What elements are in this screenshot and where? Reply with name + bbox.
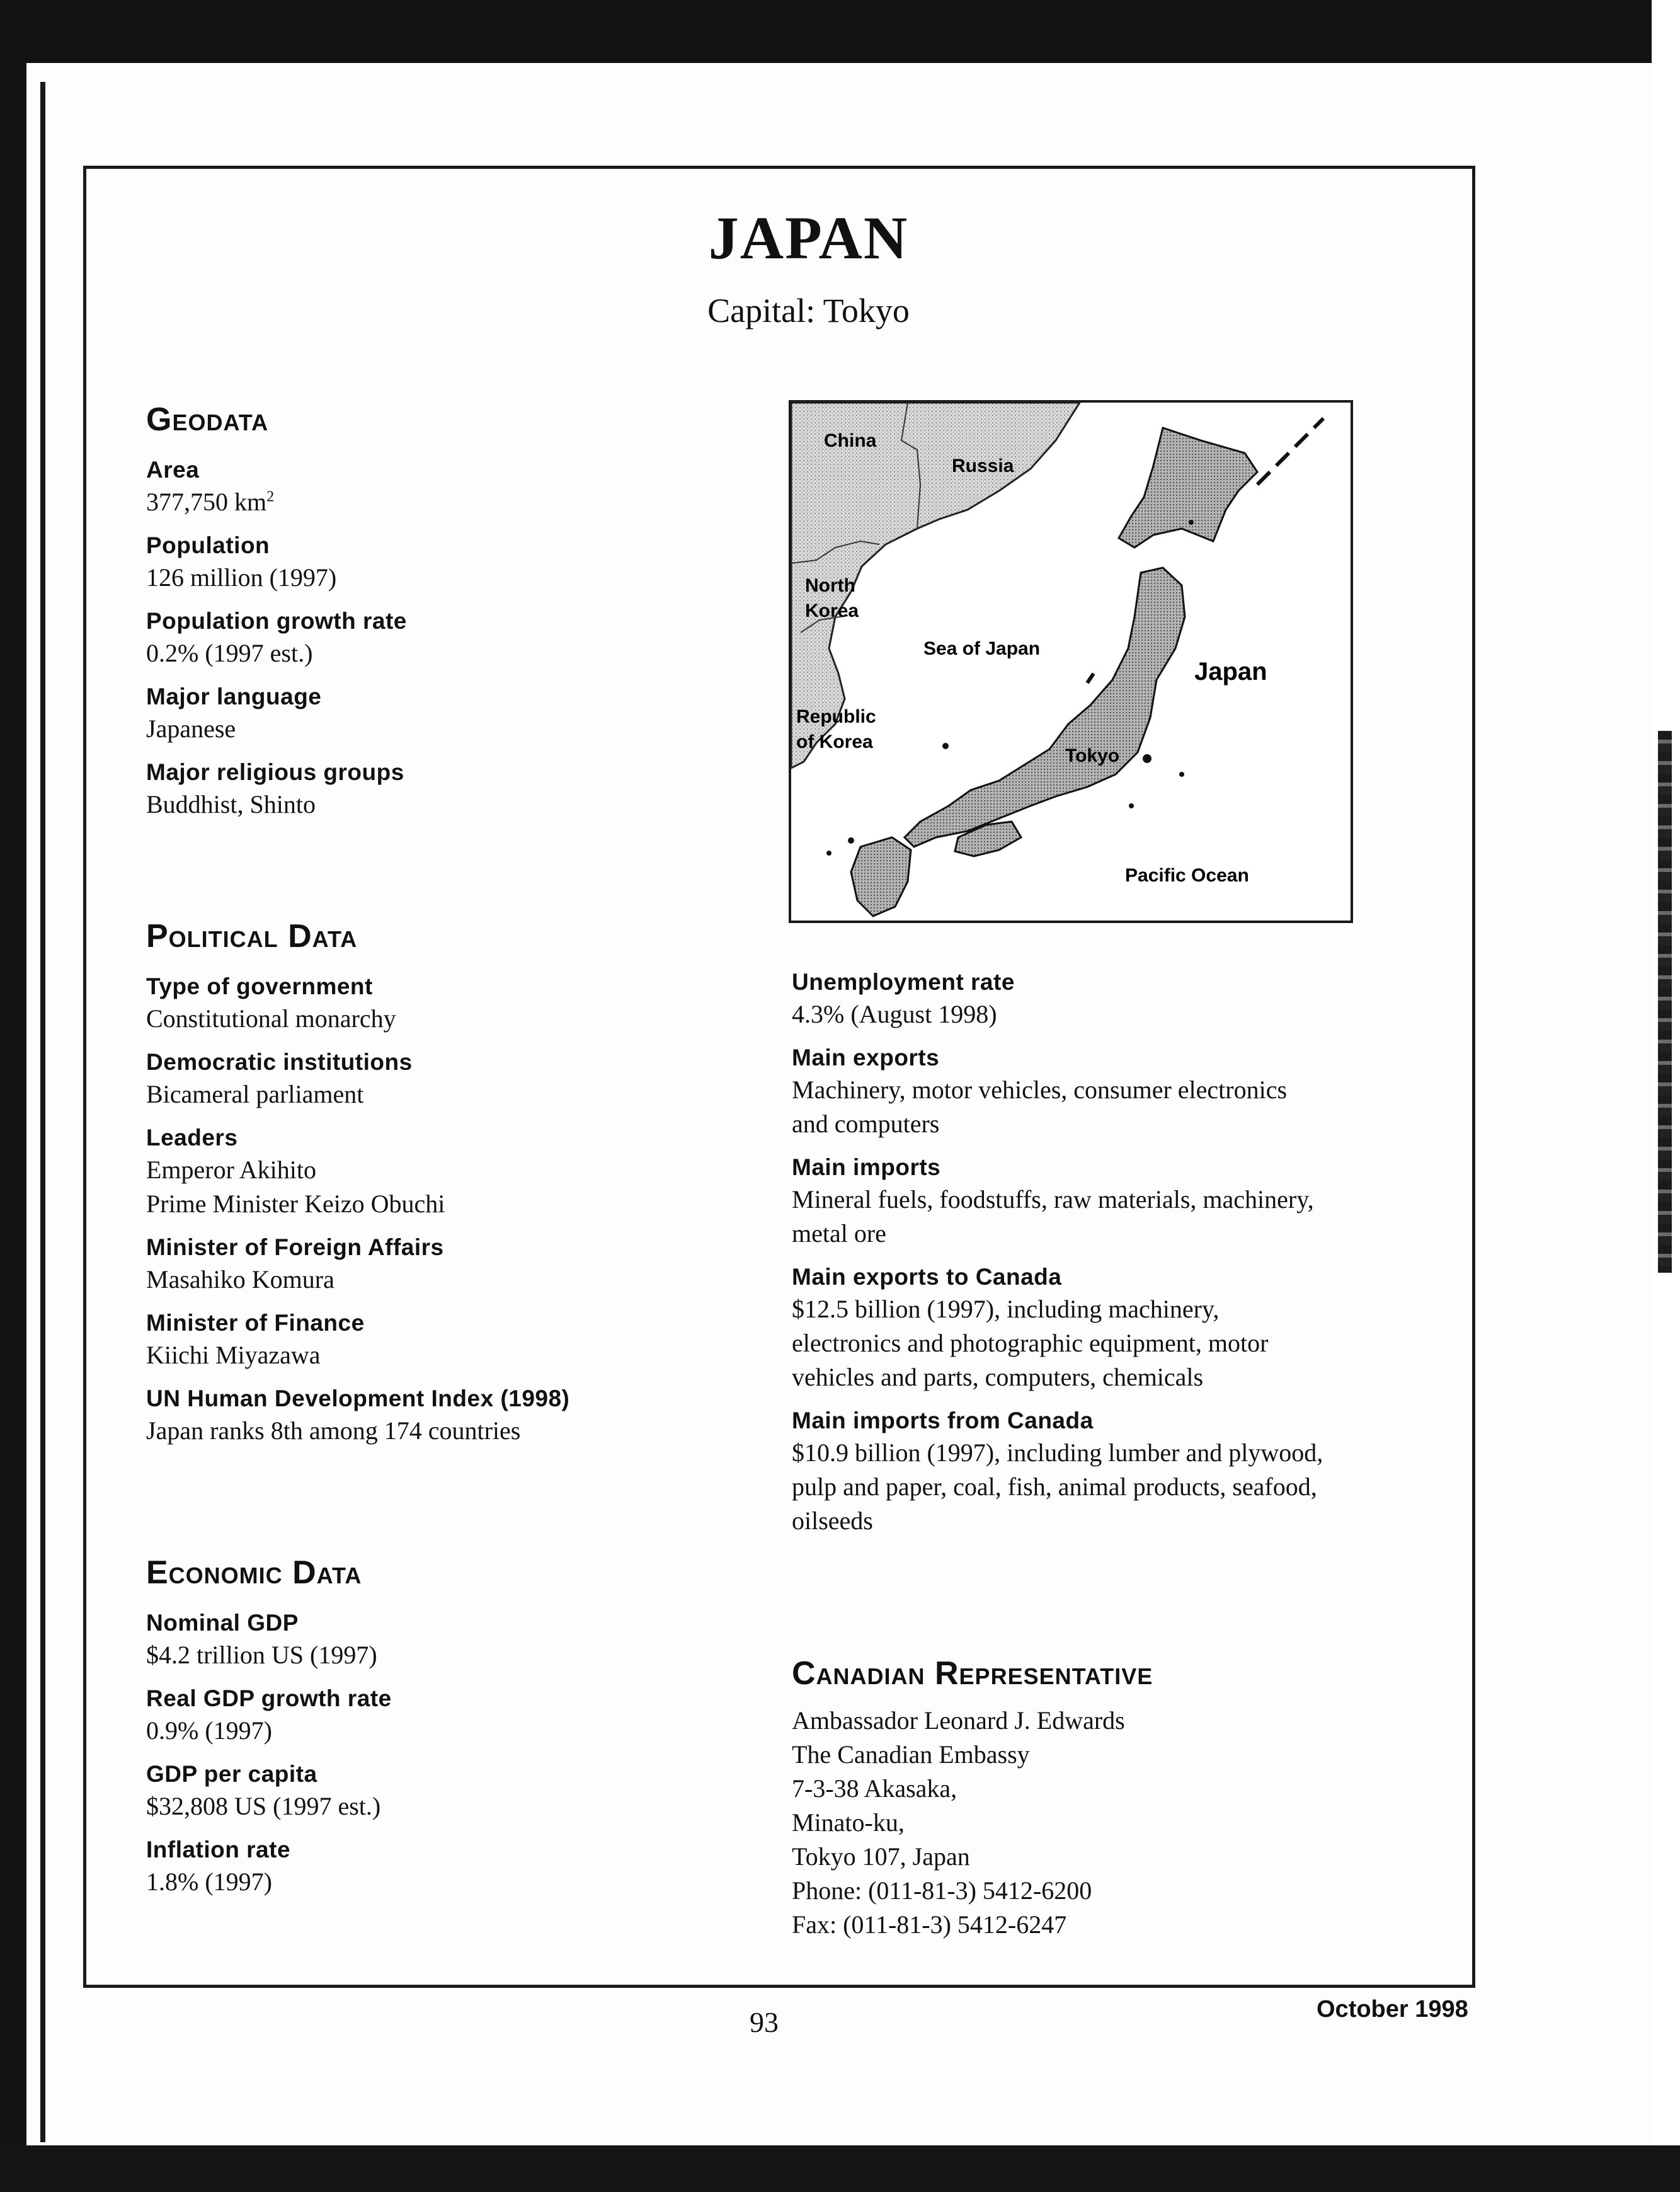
- democratic-value: Bicameral parliament: [146, 1080, 364, 1108]
- fax-line: Fax: (011-81-3) 5412-6247: [792, 1910, 1067, 1939]
- kuril-islands: [1257, 418, 1323, 485]
- scan-border-top: [0, 0, 1680, 63]
- island-dot: [942, 743, 949, 749]
- map-label-korea: Korea: [805, 600, 859, 621]
- imports-from-canada-line: oilseeds: [792, 1506, 873, 1535]
- government-value: Constitutional monarchy: [146, 1004, 396, 1033]
- growth-label: Population growth rate: [146, 608, 407, 634]
- rep-line: Minato-ku,: [792, 1808, 905, 1837]
- exports-to-canada-line: vehicles and parts, computers, chemicals: [792, 1363, 1204, 1391]
- inflation-value: 1.8% (1997): [146, 1868, 272, 1896]
- hdi-label: UN Human Development Index (1998): [146, 1386, 570, 1411]
- political-heading: Political Data: [146, 918, 358, 955]
- population-value: 126 million (1997): [146, 563, 337, 592]
- gdp-per-capita-label: GDP per capita: [146, 1761, 317, 1787]
- hdi-value: Japan ranks 8th among 174 countries: [146, 1416, 521, 1445]
- tokyo-marker: [1143, 754, 1151, 763]
- honshu-island: [905, 568, 1185, 847]
- real-gdp-label: Real GDP growth rate: [146, 1685, 392, 1711]
- map-label-tokyo: Tokyo: [1065, 745, 1120, 766]
- map-label-north: North: [805, 575, 855, 596]
- unemployment-value: 4.3% (August 1998): [792, 1000, 997, 1028]
- island-dot: [826, 851, 831, 856]
- main-imports-line: Mineral fuels, foodstuffs, raw materials, machinery,: [792, 1185, 1314, 1214]
- japan-map: [789, 400, 1353, 923]
- finance-minister-label: Minister of Finance: [146, 1310, 365, 1336]
- government-label: Type of government: [146, 973, 373, 999]
- imports-from-canada-line: pulp and paper, coal, fish, animal products, seafood,: [792, 1472, 1317, 1501]
- map-label-pacific-ocean: Pacific Ocean: [1125, 865, 1249, 886]
- binding-line: [40, 82, 45, 2142]
- sado-island: [1087, 674, 1094, 683]
- language-value: Japanese: [146, 714, 236, 743]
- finance-minister-value: Kiichi Miyazawa: [146, 1341, 321, 1369]
- leader-emperor: Emperor Akihito: [146, 1156, 316, 1184]
- inflation-label: Inflation rate: [146, 1837, 291, 1862]
- map-label-russia: Russia: [952, 456, 1014, 476]
- real-gdp-value: 0.9% (1997): [146, 1716, 272, 1745]
- island-dot: [1189, 520, 1194, 525]
- rep-line: 7-3-38 Akasaka,: [792, 1774, 957, 1803]
- political-section: [146, 920, 726, 1448]
- publication-date: October 1998: [1317, 1996, 1468, 2023]
- area-label: Area: [146, 457, 200, 483]
- representative-section: [792, 1657, 1460, 1942]
- page-number: 93: [750, 2006, 779, 2038]
- rep-line: Ambassador Leonard J. Edwards: [792, 1706, 1125, 1735]
- nominal-gdp-value: $4.2 trillion US (1997): [146, 1641, 377, 1669]
- exports-to-canada-line: $12.5 billion (1997), including machinery,: [792, 1295, 1220, 1323]
- main-exports-label: Main exports: [792, 1045, 940, 1070]
- map-label-sea-of-japan: Sea of Japan: [923, 638, 1041, 659]
- island-dot: [848, 837, 854, 844]
- foreign-minister-label: Minister of Foreign Affairs: [146, 1234, 444, 1260]
- population-label: Population: [146, 532, 270, 558]
- economic-section: [146, 1556, 713, 1899]
- map-label-china: China: [824, 430, 877, 451]
- island-dot: [1129, 803, 1134, 808]
- exports-to-canada-label: Main exports to Canada: [792, 1264, 1062, 1290]
- kyushu-island: [851, 837, 911, 916]
- capital-subtitle: Capital: Tokyo: [707, 292, 910, 330]
- main-exports-line: Machinery, motor vehicles, consumer electronics: [792, 1076, 1288, 1104]
- phone-line: Phone: (011-81-3) 5412-6200: [792, 1876, 1092, 1905]
- main-imports-label: Main imports: [792, 1154, 941, 1180]
- religion-value: Buddhist, Shinto: [146, 790, 316, 818]
- area-value: 377,750 $km^2$: [146, 488, 275, 516]
- page-title: JAPAN: [708, 204, 909, 272]
- unemployment-label: Unemployment rate: [792, 969, 1015, 995]
- foreign-minister-value: Masahiko Komura: [146, 1265, 334, 1294]
- geodata-heading: Geodata: [146, 401, 269, 438]
- leaders-label: Leaders: [146, 1125, 238, 1151]
- language-label: Major language: [146, 684, 322, 709]
- map-label-republic: Republic: [796, 706, 876, 727]
- democratic-label: Democratic institutions: [146, 1049, 413, 1075]
- rep-line: Tokyo 107, Japan: [792, 1842, 970, 1871]
- main-exports-line: and computers: [792, 1110, 940, 1138]
- main-imports-line: metal ore: [792, 1219, 886, 1248]
- imports-from-canada-line: $10.9 billion (1997), including lumber and plywood,: [792, 1438, 1323, 1467]
- economic-continued: [792, 967, 1460, 1538]
- economic-heading: Economic Data: [146, 1554, 362, 1591]
- leader-prime-minister: Prime Minister Keizo Obuchi: [146, 1190, 445, 1218]
- religion-label: Major religious groups: [146, 759, 404, 785]
- scan-edge-strip: [1658, 731, 1672, 1273]
- rep-line: The Canadian Embassy: [792, 1740, 1030, 1769]
- scan-border-bottom: [0, 2145, 1680, 2192]
- hokkaido-island: [1119, 428, 1257, 548]
- map-label-of-korea: of Korea: [796, 732, 873, 752]
- representative-heading: Canadian Representative: [792, 1655, 1153, 1692]
- growth-value: 0.2% (1997 est.): [146, 639, 313, 667]
- map-label-japan: Japan: [1194, 658, 1267, 686]
- map-drawing: [791, 403, 1351, 921]
- gdp-per-capita-value: $32,808 US (1997 est.): [146, 1792, 381, 1820]
- geodata-section: [146, 403, 713, 822]
- imports-from-canada-label: Main imports from Canada: [792, 1408, 1094, 1433]
- nominal-gdp-label: Nominal GDP: [146, 1610, 299, 1636]
- island-dot: [1179, 772, 1184, 777]
- exports-to-canada-line: electronics and photographic equipment, motor: [792, 1329, 1269, 1357]
